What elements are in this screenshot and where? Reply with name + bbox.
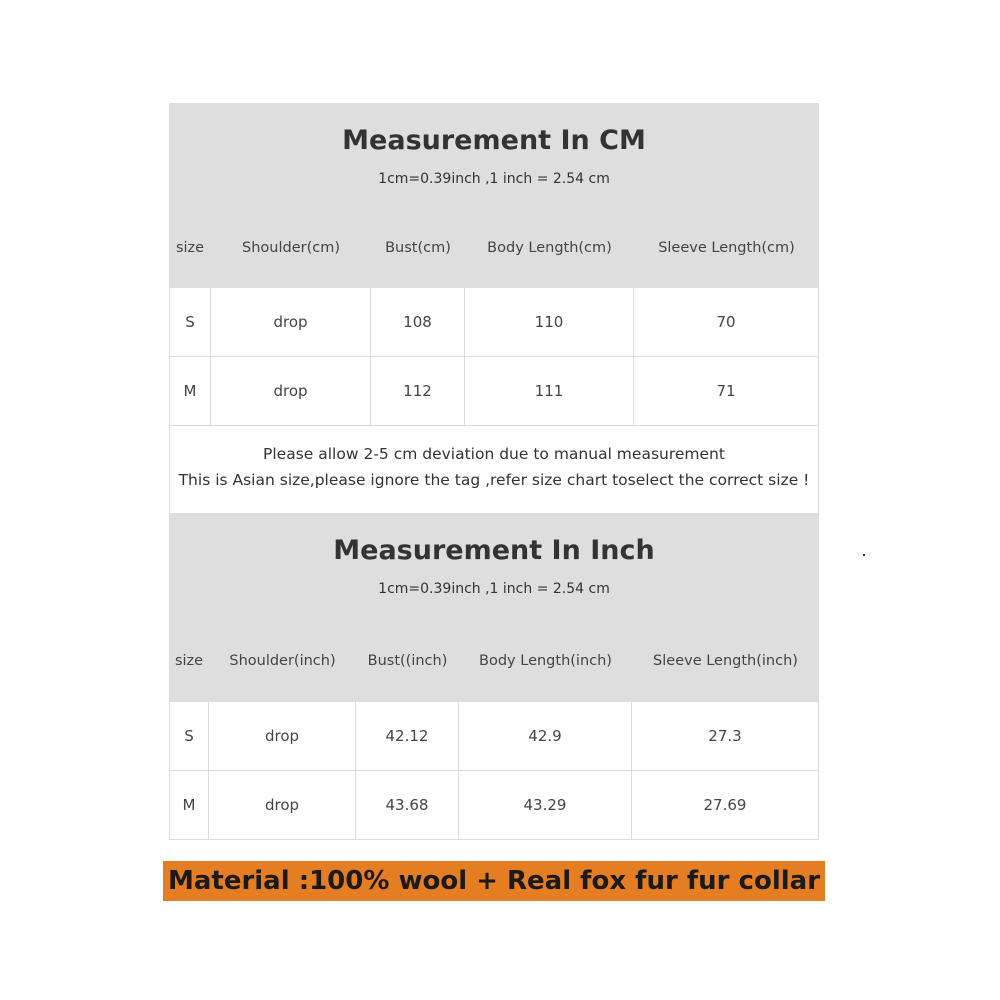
cell-bust: 43.68 [356, 771, 459, 840]
cell-size: M [169, 771, 209, 840]
cm-column-headers [169, 228, 819, 268]
cell-sleeve-length: 27.69 [632, 771, 819, 840]
column-header-body-length: Body Length(cm) [487, 240, 612, 256]
column-header-shoulder: Shoulder(cm) [242, 240, 340, 256]
table-row [169, 771, 819, 840]
cell-size: M [169, 357, 211, 426]
material-banner: Material :100% wool + Real fox fur fur collar [163, 861, 825, 901]
note-deviation: Please allow 2-5 cm deviation due to manual measurement [263, 445, 725, 463]
cell-body-length: 111 [465, 357, 634, 426]
size-chart [169, 103, 819, 840]
column-header-body-length: Body Length(inch) [479, 653, 612, 669]
cell-bust: 112 [371, 357, 465, 426]
measurement-notes [169, 426, 819, 513]
cell-body-length: 43.29 [459, 771, 632, 840]
table-row [169, 702, 819, 771]
cell-bust: 42.12 [356, 702, 459, 771]
inch-title: Measurement In Inch [333, 535, 655, 566]
column-header-bust: Bust(cm) [385, 240, 451, 256]
inch-column-headers [169, 641, 819, 681]
column-header-size: size [175, 240, 205, 256]
column-header-shoulder: Shoulder(inch) [229, 653, 336, 669]
column-header-sleeve-length: Sleeve Length(cm) [658, 240, 795, 256]
cell-bust: 108 [371, 288, 465, 357]
cm-title: Measurement In CM [342, 125, 646, 156]
cell-shoulder: drop [209, 771, 356, 840]
cell-sleeve-length: 27.3 [632, 702, 819, 771]
cell-sleeve-length: 71 [634, 357, 819, 426]
inch-table [169, 702, 819, 840]
cell-size: S [169, 702, 209, 771]
inch-header-block [169, 513, 819, 702]
cell-shoulder: drop [209, 702, 356, 771]
cm-header-block [169, 103, 819, 288]
cm-table [169, 288, 819, 426]
cell-body-length: 42.9 [459, 702, 632, 771]
cell-sleeve-length: 70 [634, 288, 819, 357]
cell-size: S [169, 288, 211, 357]
table-row [169, 357, 819, 426]
column-header-size: size [174, 653, 204, 669]
cell-shoulder: drop [211, 357, 371, 426]
table-row [169, 288, 819, 357]
inch-subtitle: 1cm=0.39inch ,1 inch = 2.54 cm [378, 581, 610, 597]
cell-shoulder: drop [211, 288, 371, 357]
column-header-sleeve-length: Sleeve Length(inch) [653, 653, 798, 669]
stray-dot [863, 554, 865, 556]
cm-subtitle: 1cm=0.39inch ,1 inch = 2.54 cm [378, 171, 610, 187]
cell-body-length: 110 [465, 288, 634, 357]
note-asian-size: This is Asian size,please ignore the tag ,refer size chart toselect the correct size ! [178, 471, 810, 489]
column-header-bust: Bust((inch) [367, 653, 448, 669]
